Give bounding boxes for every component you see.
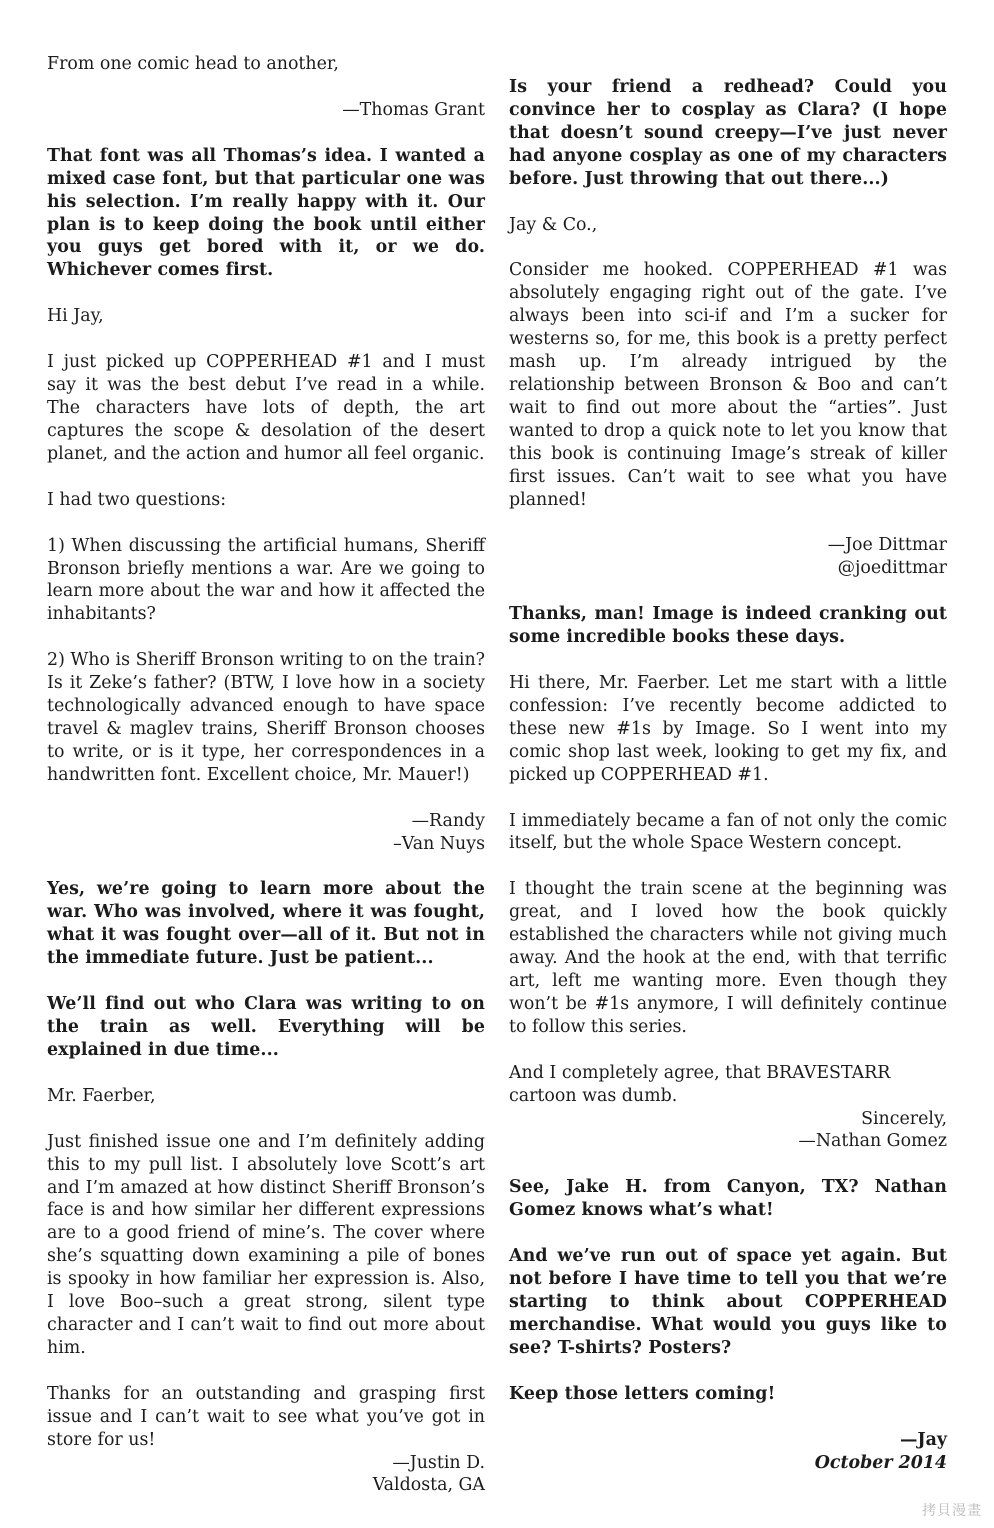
editor-reply: See, Jake H. from Canyon, TX? Nathan Gomez knows what’s what! [509, 1177, 947, 1221]
letter-paragraph: I thought the train scene at the beginning was great, and I loved how the book quickly established the characters while not giving much away. And the hook at the end, with that terrific art, left me wanting more. Even though they won’t be #1s anymore, I will definitely continue to follow this series. [509, 879, 947, 1037]
letter-paragraph: Thanks for an outstanding and grasping first issue and I can’t wait to see what you’ve got in store for us! [47, 1383, 485, 1450]
signature: —Nathan Gomez [798, 1131, 947, 1152]
signature-location: –Van Nuys [393, 833, 485, 854]
letter-paragraph: 2) Who is Sheriff Bronson writing to on the train? Is it Zeke’s father? (BTW, I love how in a society technologically advanced enough to have space travel & maglev trains, Sheriff Bronson chooses to write, or is it type, her correspondences in a handwritten font. Excellent choice, Mr. Mauer!) [47, 650, 485, 785]
editor-reply: Is your friend a redhead? Could you convince her to cosplay as Clara? (I hope that doesn’t sound creepy—I’ve just never had anyone cosplay as one of my characters before. Just throwing that out there...) [509, 77, 947, 189]
editor-reply: Keep those letters coming! [509, 1383, 776, 1404]
letter-paragraph: I just picked up COPPERHEAD #1 and I must say it was the best debut I’ve read in a while. The characters have lots of depth, the art captures the scope & desolation of the desert planet, and the action and humor all feel organic. [47, 352, 485, 464]
editor-reply: We’ll find out who Clara was writing to on the train as well. Everything will be explained in due time... [47, 994, 485, 1060]
letter-greeting: Hi Jay, [47, 306, 104, 327]
signature-closing: Sincerely, [861, 1108, 947, 1129]
left-column [47, 53, 485, 1497]
column-date: October 2014 [814, 1452, 947, 1473]
letter-greeting: Jay & Co., [509, 214, 598, 235]
right-column [509, 76, 947, 1474]
signature: —Thomas Grant [342, 99, 485, 120]
editor-reply: Yes, we’re going to learn more about the war. Who was involved, where it was fought, what it was fought over—all of it. But not in the immediate future. Just be patient... [47, 879, 485, 969]
letter-paragraph: I had two questions: [47, 489, 227, 510]
editor-reply: Thanks, man! Image is indeed cranking out some incredible books these days. [509, 604, 947, 648]
signature: —Randy [411, 810, 485, 831]
letter-paragraph: Hi there, Mr. Faerber. Let me start with a little confession: I’ve recently become addicted to these new #1s by Image. So I went into my comic shop last week, looking to get my fix, and picked up COPPERHEAD #1. [509, 673, 947, 785]
signature: —Justin D. [392, 1452, 485, 1473]
signature-location: Valdosta, GA [372, 1475, 485, 1496]
letter-paragraph: 1) When discussing the artificial humans, Sheriff Bronson briefly mentions a war. Are we going to learn more about the war and how it affected the inhabitants? [47, 535, 485, 625]
letter-paragraph: And I completely agree, that BRAVESTARR cartoon was dumb. [509, 1062, 891, 1106]
watermark: 拷貝漫畫 [922, 1503, 982, 1519]
editor-signature: —Jay [900, 1429, 947, 1450]
letter-paragraph: Just finished issue one and I’m definitely adding this to my pull list. I absolutely love Scott’s art and I’m amazed at how distinct Sheriff Bronson’s face is and how similar her different expressions are to a good friend of mine’s. The cover where she’s squatting down examining a pile of bones is spooky in how familiar her expression is. Also, I love Boo–such a great strong, silent type character and I can’t wait to find out more about him. [47, 1131, 485, 1358]
signature: —Joe Dittmar [827, 535, 947, 556]
signature-handle: @joedittmar [837, 558, 947, 579]
letter-closing: From one comic head to another, [47, 54, 339, 74]
letter-paragraph: I immediately became a fan of not only the comic itself, but the whole Space Western concept. [509, 810, 947, 854]
editor-reply: And we’ve run out of space yet again. But not before I have time to tell you that we’re starting to think about COPPERHEAD merchandise. What would you guys like to see? T-shirts? Posters? [509, 1246, 947, 1358]
letter-paragraph: Consider me hooked. COPPERHEAD #1 was absolutely engaging right out of the gate. I’ve always been into sci-if and I’m a sucker for westerns so, for me, this book is a pretty perfect mash up. I’m already intrigued by the relationship between Bronson & Boo and can’t wait to find out more about the “arties”. Just wanted to drop a quick note to let you know that this book is continuing Image’s streak of killer first issues. Can’t wait to see what you have planned! [509, 260, 947, 510]
editor-reply: That font was all Thomas’s idea. I wanted a mixed case font, but that particular one was his selection. I’m really happy with it. Our plan is to keep doing the book until either you guys get bored with it, or we do. Whichever comes first. [47, 145, 485, 281]
letter-greeting: Mr. Faerber, [47, 1085, 156, 1106]
